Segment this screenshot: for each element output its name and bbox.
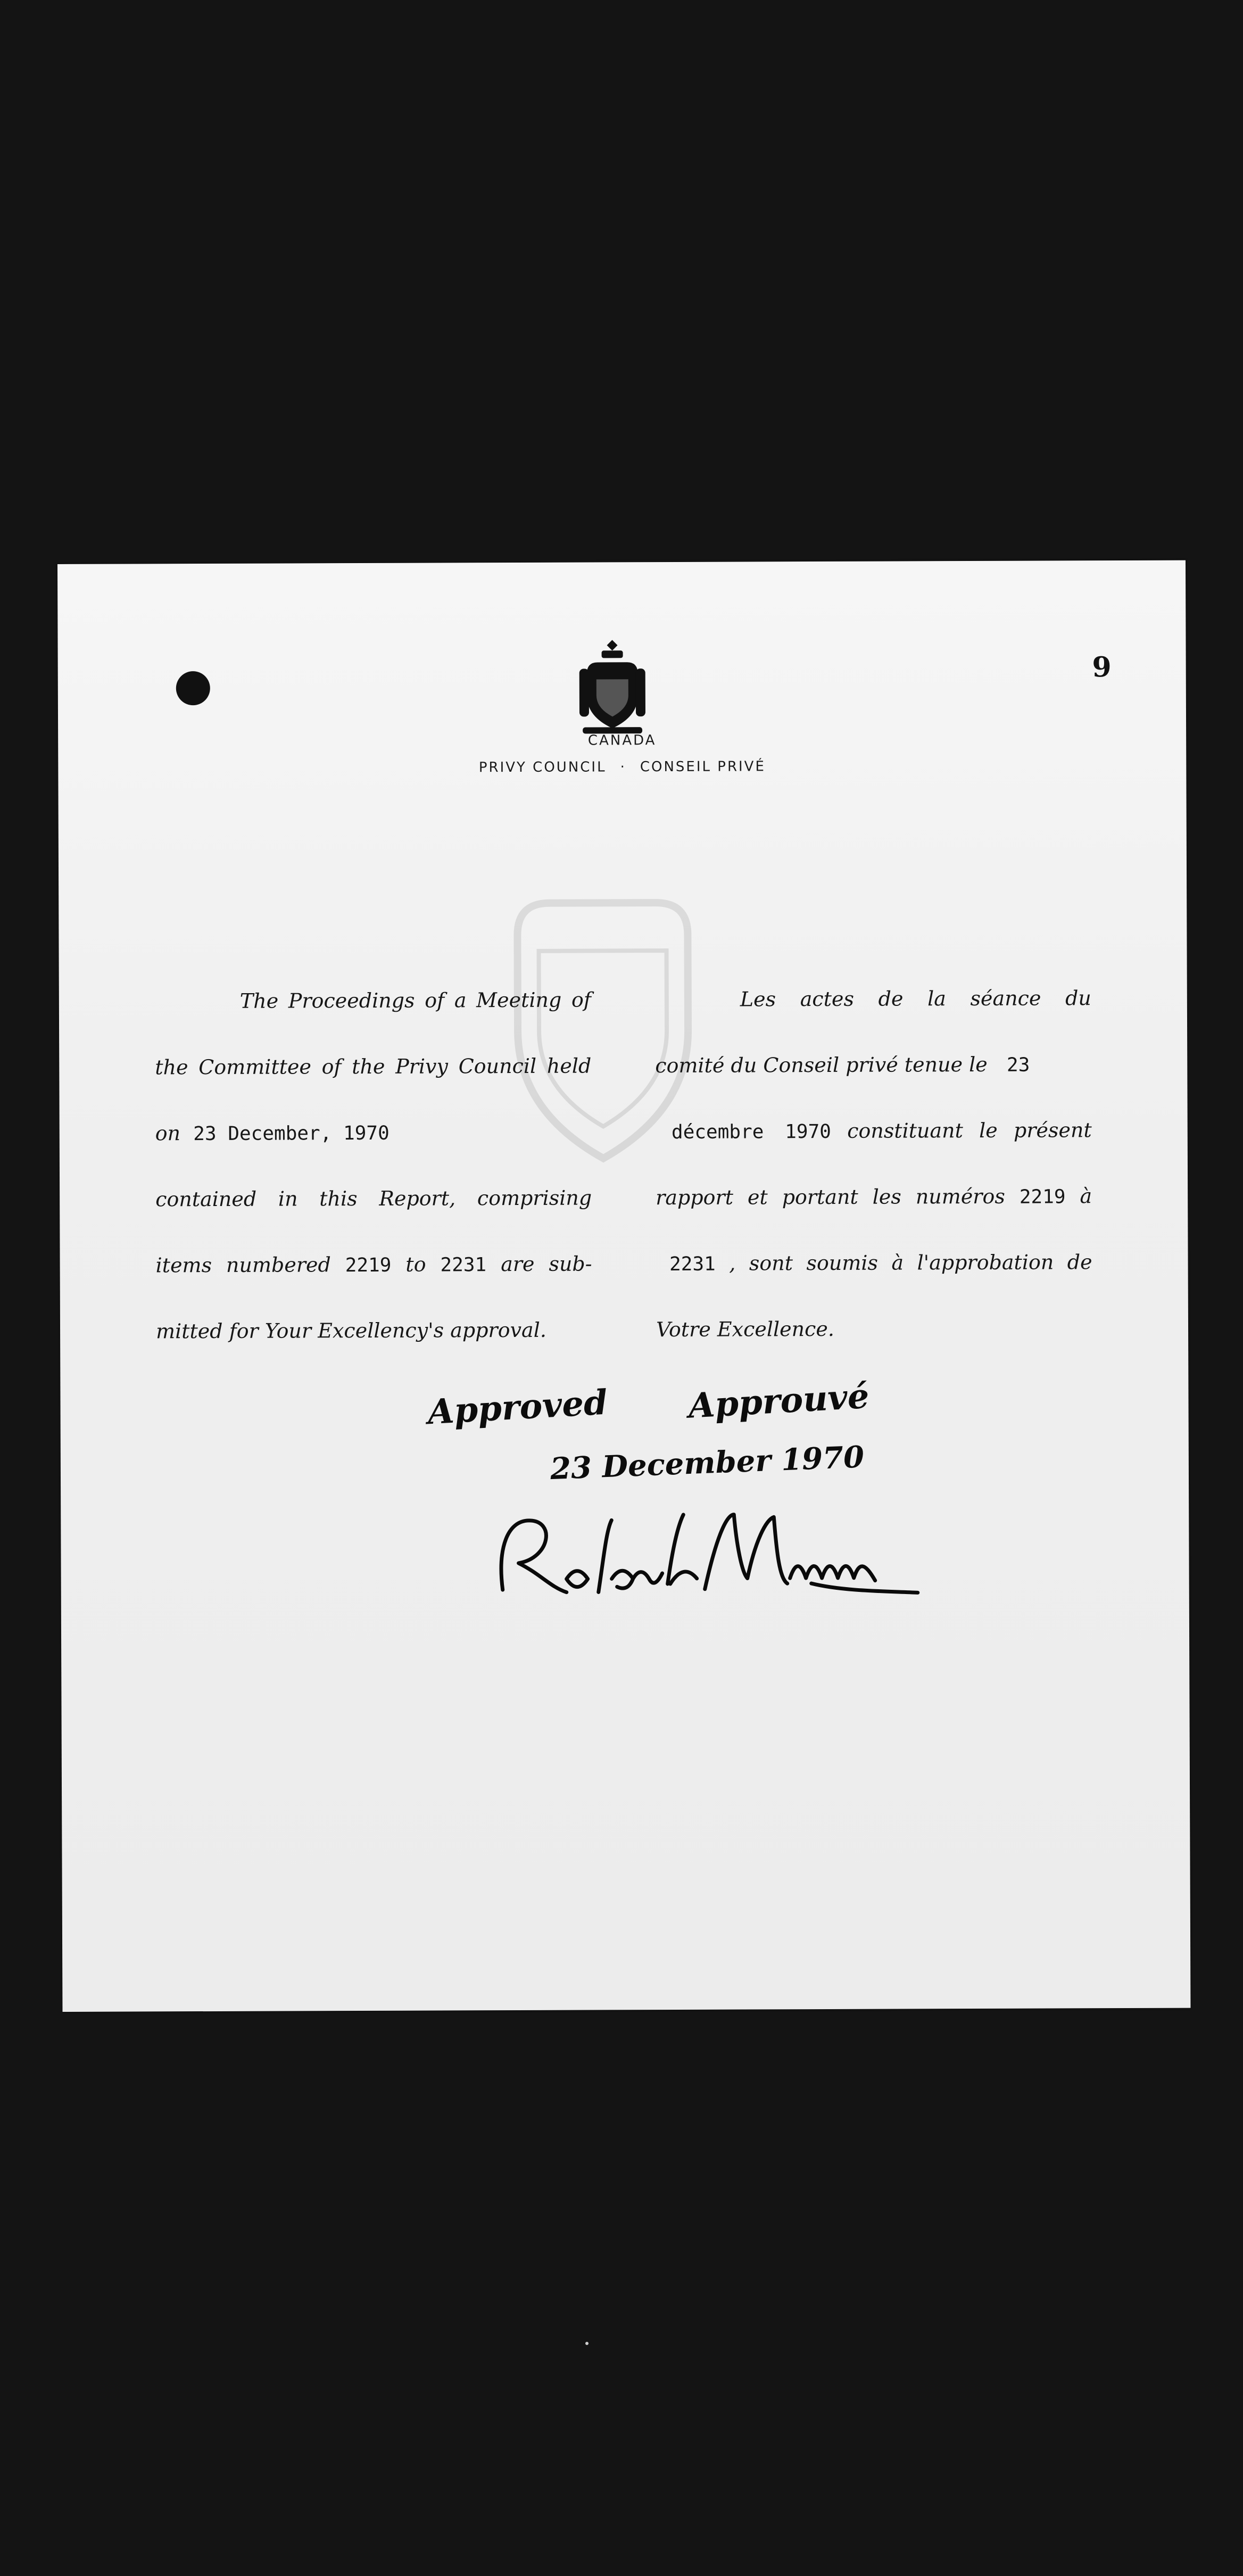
constituant-text: constituant le présent xyxy=(847,1118,1092,1143)
to-word: to xyxy=(405,1252,426,1276)
item-range-start-en: 2219 xyxy=(345,1254,392,1277)
heading-separator: · xyxy=(620,759,626,775)
french-line-3 xyxy=(656,1097,1092,1165)
item-range-start-fr: 2219 xyxy=(1019,1186,1066,1208)
meeting-date-fr: décembre 1970 xyxy=(671,1120,831,1143)
rapport-text: rapport et portant les numéros xyxy=(656,1184,1005,1210)
french-line-5 xyxy=(656,1229,1092,1297)
english-line-5 xyxy=(155,1231,592,1299)
council-name-en: PRIVY COUNCIL xyxy=(478,759,607,776)
sont-soumis-text: , sont soumis à l'approbation de xyxy=(729,1250,1092,1275)
english-line-2: the Committee of the Privy Council held xyxy=(155,1054,592,1079)
french-line-4 xyxy=(656,1163,1092,1231)
english-line-4: contained in this Report, comprising xyxy=(155,1186,592,1211)
item-range-end-en: 2231 xyxy=(440,1254,487,1276)
on-word: on xyxy=(155,1121,181,1145)
french-line-2 xyxy=(655,1031,1091,1099)
english-line-3 xyxy=(155,1099,592,1167)
english-text-block xyxy=(155,967,593,1365)
document-page xyxy=(57,560,1190,2012)
meeting-date-en: 23 December, 1970 xyxy=(193,1122,390,1145)
items-numbered-text: items numbered xyxy=(155,1253,331,1277)
french-line-1: Les actes de la séance du xyxy=(740,986,1091,1011)
country-heading: CANADA xyxy=(587,732,657,749)
scan-speck xyxy=(585,2342,589,2345)
approval-date-handwritten: 23 December 1970 xyxy=(549,1439,865,1487)
page-number: 9 xyxy=(1092,651,1112,684)
council-heading xyxy=(58,757,1186,777)
english-line-6: mitted for Your Excellency's approval. xyxy=(155,1318,546,1343)
punch-hole xyxy=(176,671,210,705)
approved-handwritten-en: Approved xyxy=(426,1382,609,1433)
item-range-end-fr: 2231 xyxy=(669,1253,716,1275)
a-word: à xyxy=(1080,1184,1092,1208)
french-text-block xyxy=(655,965,1093,1363)
coat-of-arms-icon xyxy=(575,637,650,738)
comite-text: comité du Conseil privé tenue le xyxy=(655,1052,988,1078)
are-submitted-text: are sub- xyxy=(501,1252,592,1276)
english-line-1: The Proceedings of a Meeting of xyxy=(239,988,591,1013)
french-line-6: Votre Excellence. xyxy=(656,1317,835,1342)
council-name-fr: CONSEIL PRIVÉ xyxy=(640,758,766,775)
approved-handwritten-fr: Approuvé xyxy=(687,1376,871,1426)
meeting-day-fr: 23 xyxy=(1006,1054,1030,1076)
governor-general-signature xyxy=(492,1498,929,1611)
